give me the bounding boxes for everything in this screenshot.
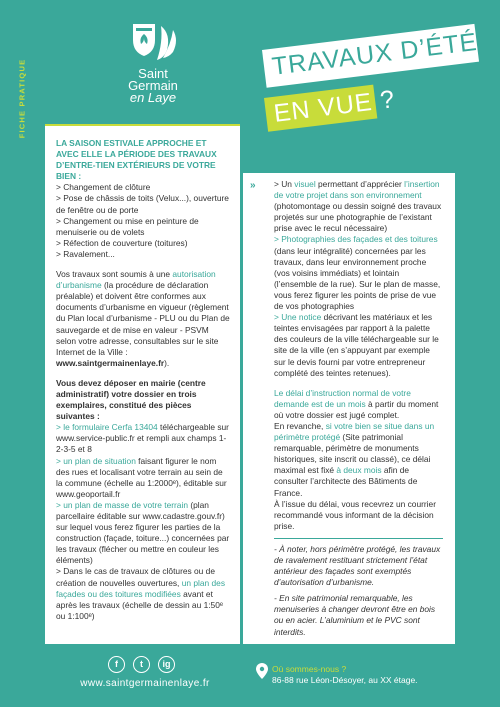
note-ravalement: - À noter, hors périmètre protégé, les travaux de ravalement restituant strictement l’état antérieur des façades sont exemptés d’autorisation d’urbanisme. xyxy=(274,543,441,588)
twitter-icon[interactable]: t xyxy=(133,656,150,673)
document-item-notice: > Une notice décrivant les matériaux et les teintes envisagées par rapport à la palette des couleurs de la ville téléchargeable sur le site de la ville (en s’appuyant par exemple sur le devis fourni par votre entrepreneur complété des teintes retenues). xyxy=(274,312,439,378)
crest-icon xyxy=(123,20,183,66)
visual-link[interactable]: visuel xyxy=(294,179,316,189)
document-item-photos: > Photographies des façades et des toitures (dans leur intégralité) concernées par les travaux, dans leur environnement proche (vos voisins immédiats) et lointain (l’ensemble de la rue). Sur le plan de masse, vous ferez figurer les points de prise de vue de vos photographies xyxy=(274,234,441,312)
right-column xyxy=(243,173,455,644)
notice-link[interactable]: > Une notice xyxy=(274,312,322,323)
where-question: Où sommes-nous ? xyxy=(272,664,347,674)
address-block xyxy=(272,664,418,686)
photos-link[interactable]: > Photographies des façades et des toitures xyxy=(274,234,438,245)
work-list-item: > Changement de clôture xyxy=(56,182,151,193)
work-list-item: > Pose de châssis de toits (Velux...), ouverture de fenêtre ou de porte xyxy=(56,193,229,215)
city-website-link[interactable]: www.saintgermainenlaye.fr xyxy=(56,357,165,368)
delay-paragraph: Le délai d’instruction normal de votre demande est de un mois à partir du moment où votre dossier est jugé complet. xyxy=(274,387,439,420)
logo-line-2: Germain xyxy=(128,78,178,93)
authorization-paragraph: Vos travaux sont soumis à une autorisation d’urbanisme (la procédure de déclaration préalable) et doivent être conformes aux documents d’urbanisme en vigueur (règlement du Plan local d’urbanisme - PLU ou du Plan de sauvegarde et de mise en valeur - PSVM selon votre adresse, consultables sur le site Internet de la Ville : www.saintgermainenlaye.fr). xyxy=(56,269,230,368)
title-line-2: EN VUE ? xyxy=(272,85,397,128)
facades-plan-link[interactable]: un plan des façades ou des toitures modifiées xyxy=(56,577,226,599)
deposit-heading: Vous devez déposer en mairie (centre administratif) votre dossier en trois exemplaires, constitué des pièces suivantes : xyxy=(56,377,206,422)
left-column xyxy=(45,124,240,644)
city-logo[interactable] xyxy=(108,20,198,104)
chevron-icon: » xyxy=(250,180,256,191)
side-tag-label: FICHE PRATIQUE xyxy=(17,58,27,139)
work-list-item: > Réfection de couverture (toitures) xyxy=(56,237,188,248)
title-line-1: TRAVAUX D’ÉTÉ xyxy=(270,27,479,81)
insertion-link[interactable]: l’insertion de votre projet dans son environnement xyxy=(274,179,440,201)
address-line: 86-88 rue Léon-Désoyer, au XX étage. xyxy=(272,675,418,685)
facebook-icon[interactable]: f xyxy=(108,656,125,673)
instagram-icon[interactable]: ig xyxy=(158,656,175,673)
note-divider xyxy=(274,538,443,539)
logo-line-1: Saint xyxy=(138,66,168,81)
cerfa-link[interactable]: le formulaire Cerfa 13404 xyxy=(63,422,158,433)
document-item-cerfa: > le formulaire Cerfa 13404 téléchargeable sur www.service-public.fr et rempli aux champs 1-2-3-5 et 8 xyxy=(56,422,229,455)
logo-line-3: en Laye xyxy=(129,90,177,105)
mass-plan-link[interactable]: un plan de masse de votre terrain xyxy=(63,499,188,510)
title-banner-bottom xyxy=(264,85,397,132)
work-list-item: > Ravalement... xyxy=(56,248,115,259)
footer-website[interactable]: www.saintgermainenlaye.fr xyxy=(80,678,210,689)
side-tag xyxy=(14,60,26,140)
situation-plan-link[interactable]: un plan de situation xyxy=(63,455,136,466)
protected-paragraph: En revanche, si votre bien se situe dans un périmètre protégé (Site patrimonial remarquable, périmètre de monuments historiques, site inscrit ou classé), ce délai maximal est fixé à deux mois afin de consulter l’architecte des Bâtiments de France. xyxy=(274,420,435,498)
decision-paragraph: À l’issue du délai, vous recevrez un courrier recommandé vous informant de la décision prise. xyxy=(274,498,436,531)
note-menuiseries: - En site patrimonial remarquable, les menuiseries à changer devront être en bois ou en acier. L’aluminium et le PVC sont interdits. xyxy=(274,593,436,637)
location-pin-icon xyxy=(256,663,268,679)
authorization-link[interactable]: autorisation d’urbanisme xyxy=(56,269,216,291)
intro-heading: LA SAISON ESTIVALE APPROCHE ET AVEC ELLE LA PÉRIODE DES TRAVAUX D’ENTRE-TIEN EXTÉRIEURS DE VOTRE BIEN : xyxy=(56,138,217,182)
work-list-item: > Changement ou mise en peinture de menuiserie ou de volets xyxy=(56,215,199,237)
document-item-visual: > Un visuel permettant d’apprécier l’insertion de votre projet dans son environnement (photomontage ou dessin soigné des travaux projetés sur une photographie de l’existant prise avec le recul nécessaire) xyxy=(274,179,442,234)
document-item-facades: > Dans le cas de travaux de clôtures ou de création de nouvelles ouvertures, un plan des façades ou des toitures modifiées avant et après les travaux (échelle de dessin au 1:50ᵉ ou 1:100ᵉ) xyxy=(56,566,226,621)
title-banner-top xyxy=(262,24,479,88)
document-item-situation: > un plan de situation faisant figurer le nom des rues et localisant votre terrain au sein de la commune (échelle au 1:2000ᵉ), éditable sur www.geoportail.fr xyxy=(56,455,227,499)
social-links xyxy=(108,656,175,673)
document-item-masse: > un plan de masse de votre terrain (plan parcellaire éditable sur www.cadastre.gouv.fr) sur lequel vous ferez figurer les parties de la construction (façade, toiture...) concernées par les travaux (flécher ou mettre en couleur les éléments) xyxy=(56,499,230,566)
